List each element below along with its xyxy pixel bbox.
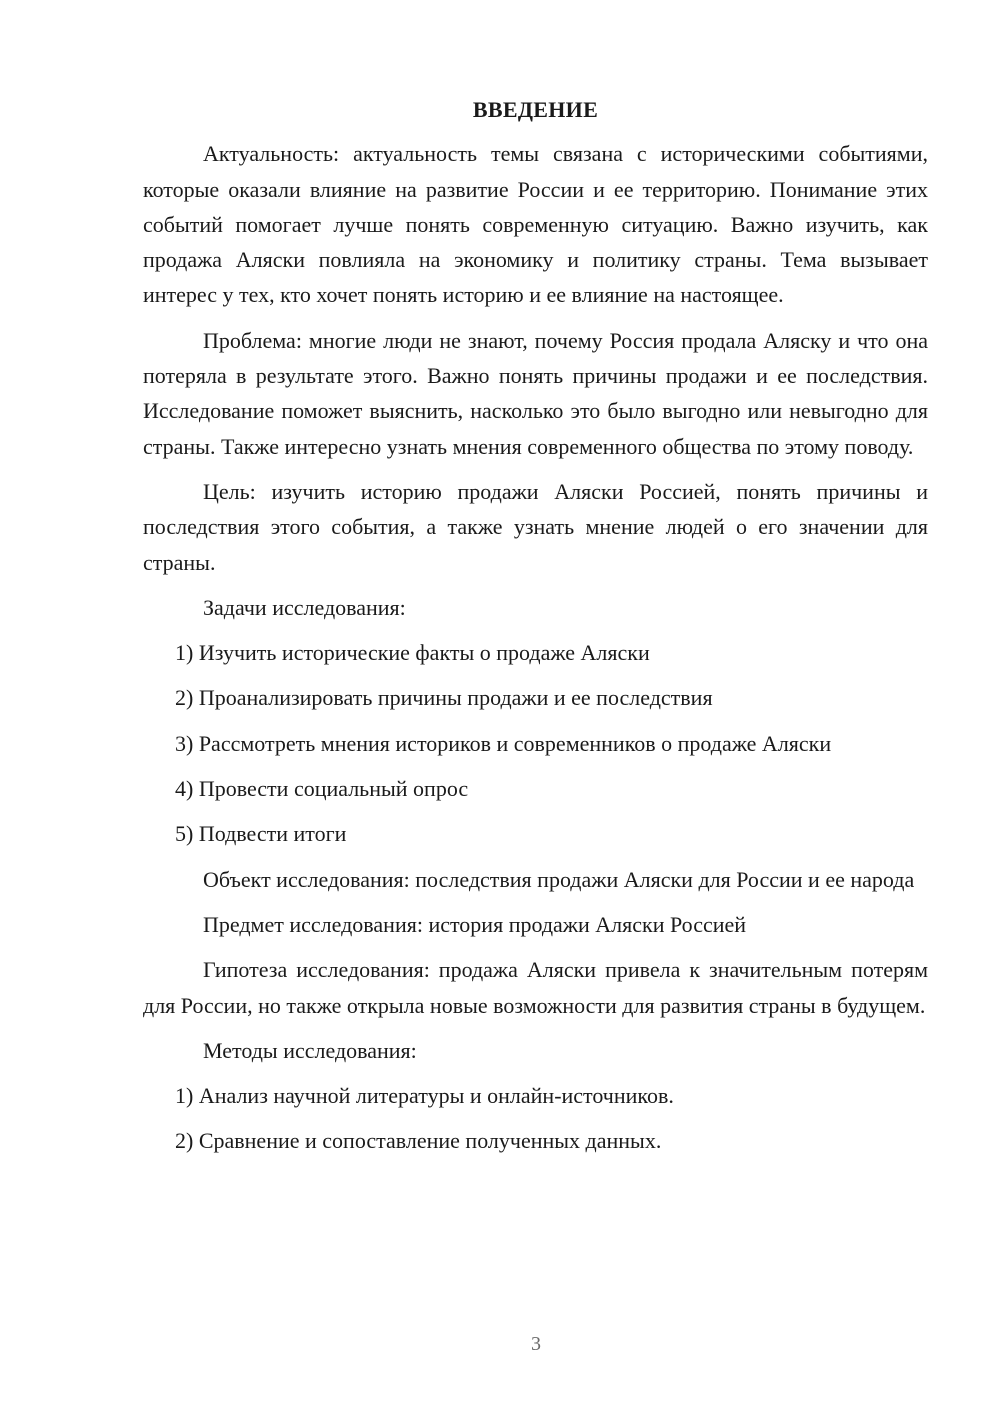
problem-paragraph: Проблема: многие люди не знают, почему Россия продала Аляску и что она потеряла в результате этого. Важно понять причины продажи и ее последствия. Исследование поможет выяснить, насколько это было выгодно или невыгодно для страны. Также интересно узнать мнения современного общества по этому поводу. [143,327,928,459]
goal-paragraph: Цель: изучить историю продажи Аляски Россией, понять причины и последствия этого события, а также узнать мнение людей о его значении для страны. [143,478,928,575]
method-item: 1) Анализ научной литературы и онлайн-источников. [175,1083,674,1109]
task-item: 4) Провести социальный опрос [175,776,469,802]
page-number: 3 [531,1333,541,1355]
task-item: 2) Проанализировать причины продажи и ее последствия [175,685,713,711]
method-item: 2) Сравнение и сопоставление полученных данных. [175,1128,662,1154]
section-heading: ВВЕДЕНИЕ [472,97,599,122]
hypothesis-paragraph: Гипотеза исследования: продажа Аляски привела к значительным потерям для России, но также открыла новые возможности для развития страны в будущем. [143,957,928,1018]
tasks-label: Задачи исследования: [203,594,406,620]
subject-paragraph: Предмет исследования: история продажи Аляски Россией [203,911,747,937]
task-item: 5) Подвести итоги [175,821,347,847]
methods-label: Методы исследования: [203,1037,417,1063]
page-content [143,92,928,1169]
task-item: 3) Рассмотреть мнения историков и современников о продаже Аляски [175,730,832,756]
object-paragraph: Объект исследования: последствия продажи Аляски для России и ее народа [203,866,915,892]
methods-list [143,1078,928,1159]
tasks-list [143,635,928,851]
relevance-paragraph: Актуальность: актуальность темы связана с историческими событиями, которые оказали влияние на развитие России и ее территорию. Понимание этих событий помогает лучше понять современную ситуацию. Важно изучить, как продажа Аляски повлияла на экономику и политику страны. Тема вызывает интерес у тех, кто хочет понять историю и ее влияние на настоящее. [143,141,928,308]
task-item: 1) Изучить исторические факты о продаже Аляски [175,640,650,666]
